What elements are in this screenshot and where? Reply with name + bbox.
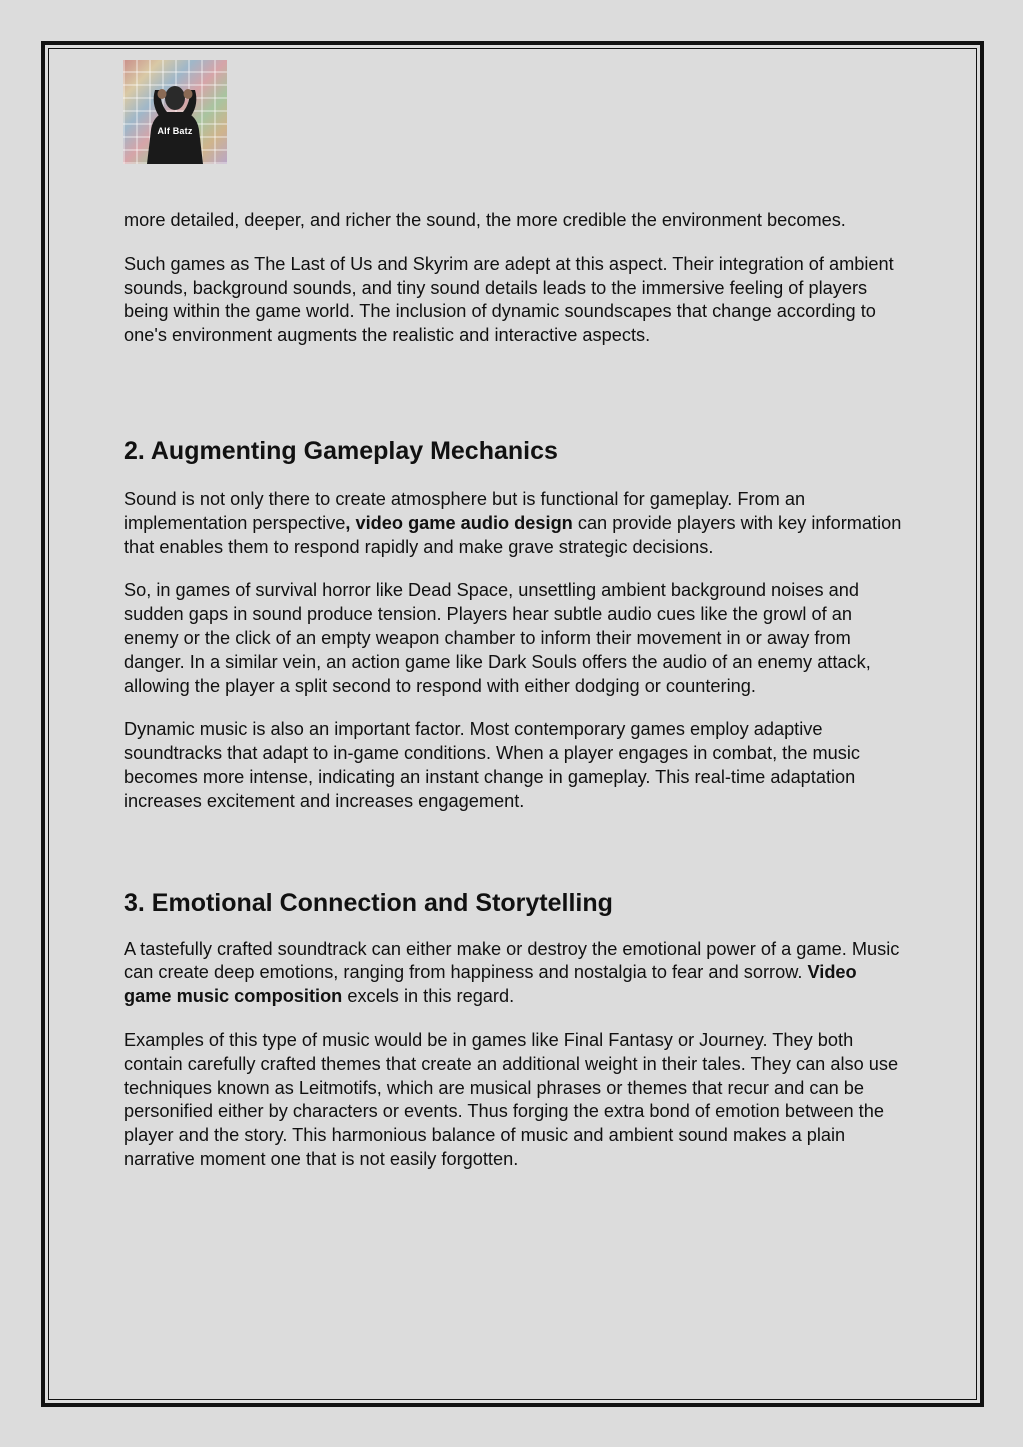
paragraph: more detailed, deeper, and richer the sound, the more credible the environment becomes. [124,210,846,230]
paragraph: Examples of this type of music would be in games like Final Fantasy or Journey. They both contain carefully crafted themes that create an additional weight in their tales. They can also use techniques known as Leitmotifs, which are musical phrases or themes that recur and can be personified either by characters or events. Thus forging the extra bond of emotion between the player and the story. This harmonious balance of music and ambient sound makes a plain narrative moment one that is not easily forgotten. [124,1029,899,1169]
article-body [124,209,904,1192]
brand-logo [123,60,227,164]
logo-caption: Alf Batz [157,126,193,136]
paragraph-text: Sound is not only there to create atmosphere but is functional for gameplay. From an implementation perspective [124,488,806,533]
paragraph: So, in games of survival horror like Dead Space, unsettling ambient background noises and sudden gaps in sound produce tension. Players hear subtle audio cues like the growl of an enemy or the click of an empty weapon chamber to inform their movement in or away from danger. In a similar vein, an action game like Dark Souls offers the audio of an enemy attack, allowing the player a split second to respond with either dodging or countering. [124,580,871,696]
paragraph: Such games as The Last of Us and Skyrim are adept at this aspect. Their integration of ambient sounds, background sounds, and tiny sound details leads to the immersive feeling of players being within the game world. The inclusion of dynamic soundscapes that change according to one's environment augments the realistic and interactive aspects. [124,253,894,346]
section-heading: 2. Augmenting Gameplay Mechanics [124,436,558,465]
paragraph [124,938,904,1009]
bold-keyword: Video game music composition [124,962,857,1007]
person-with-headphones-icon [123,60,227,164]
paragraph-text: can provide players with key information that enables them to respond rapidly and make grave strategic decisions. [124,512,902,557]
bold-keyword: , video game audio design [345,512,573,533]
section-heading: 3. Emotional Connection and Storytelling [124,888,613,917]
paragraph: Dynamic music is also an important factor. Most contemporary games employ adaptive soundtracks that adapt to in-game conditions. When a player engages in combat, the music becomes more intense, indicating an instant change in gameplay. This real-time adaptation increases excitement and increases engagement. [124,719,860,811]
paragraph [124,488,904,559]
paragraph-text: A tastefully crafted soundtrack can either make or destroy the emotional power of a game. Music can create deep emotions, ranging from happiness and nostalgia to fear and sorrow. [124,938,900,983]
paragraph-text: excels in this regard. [342,986,515,1007]
